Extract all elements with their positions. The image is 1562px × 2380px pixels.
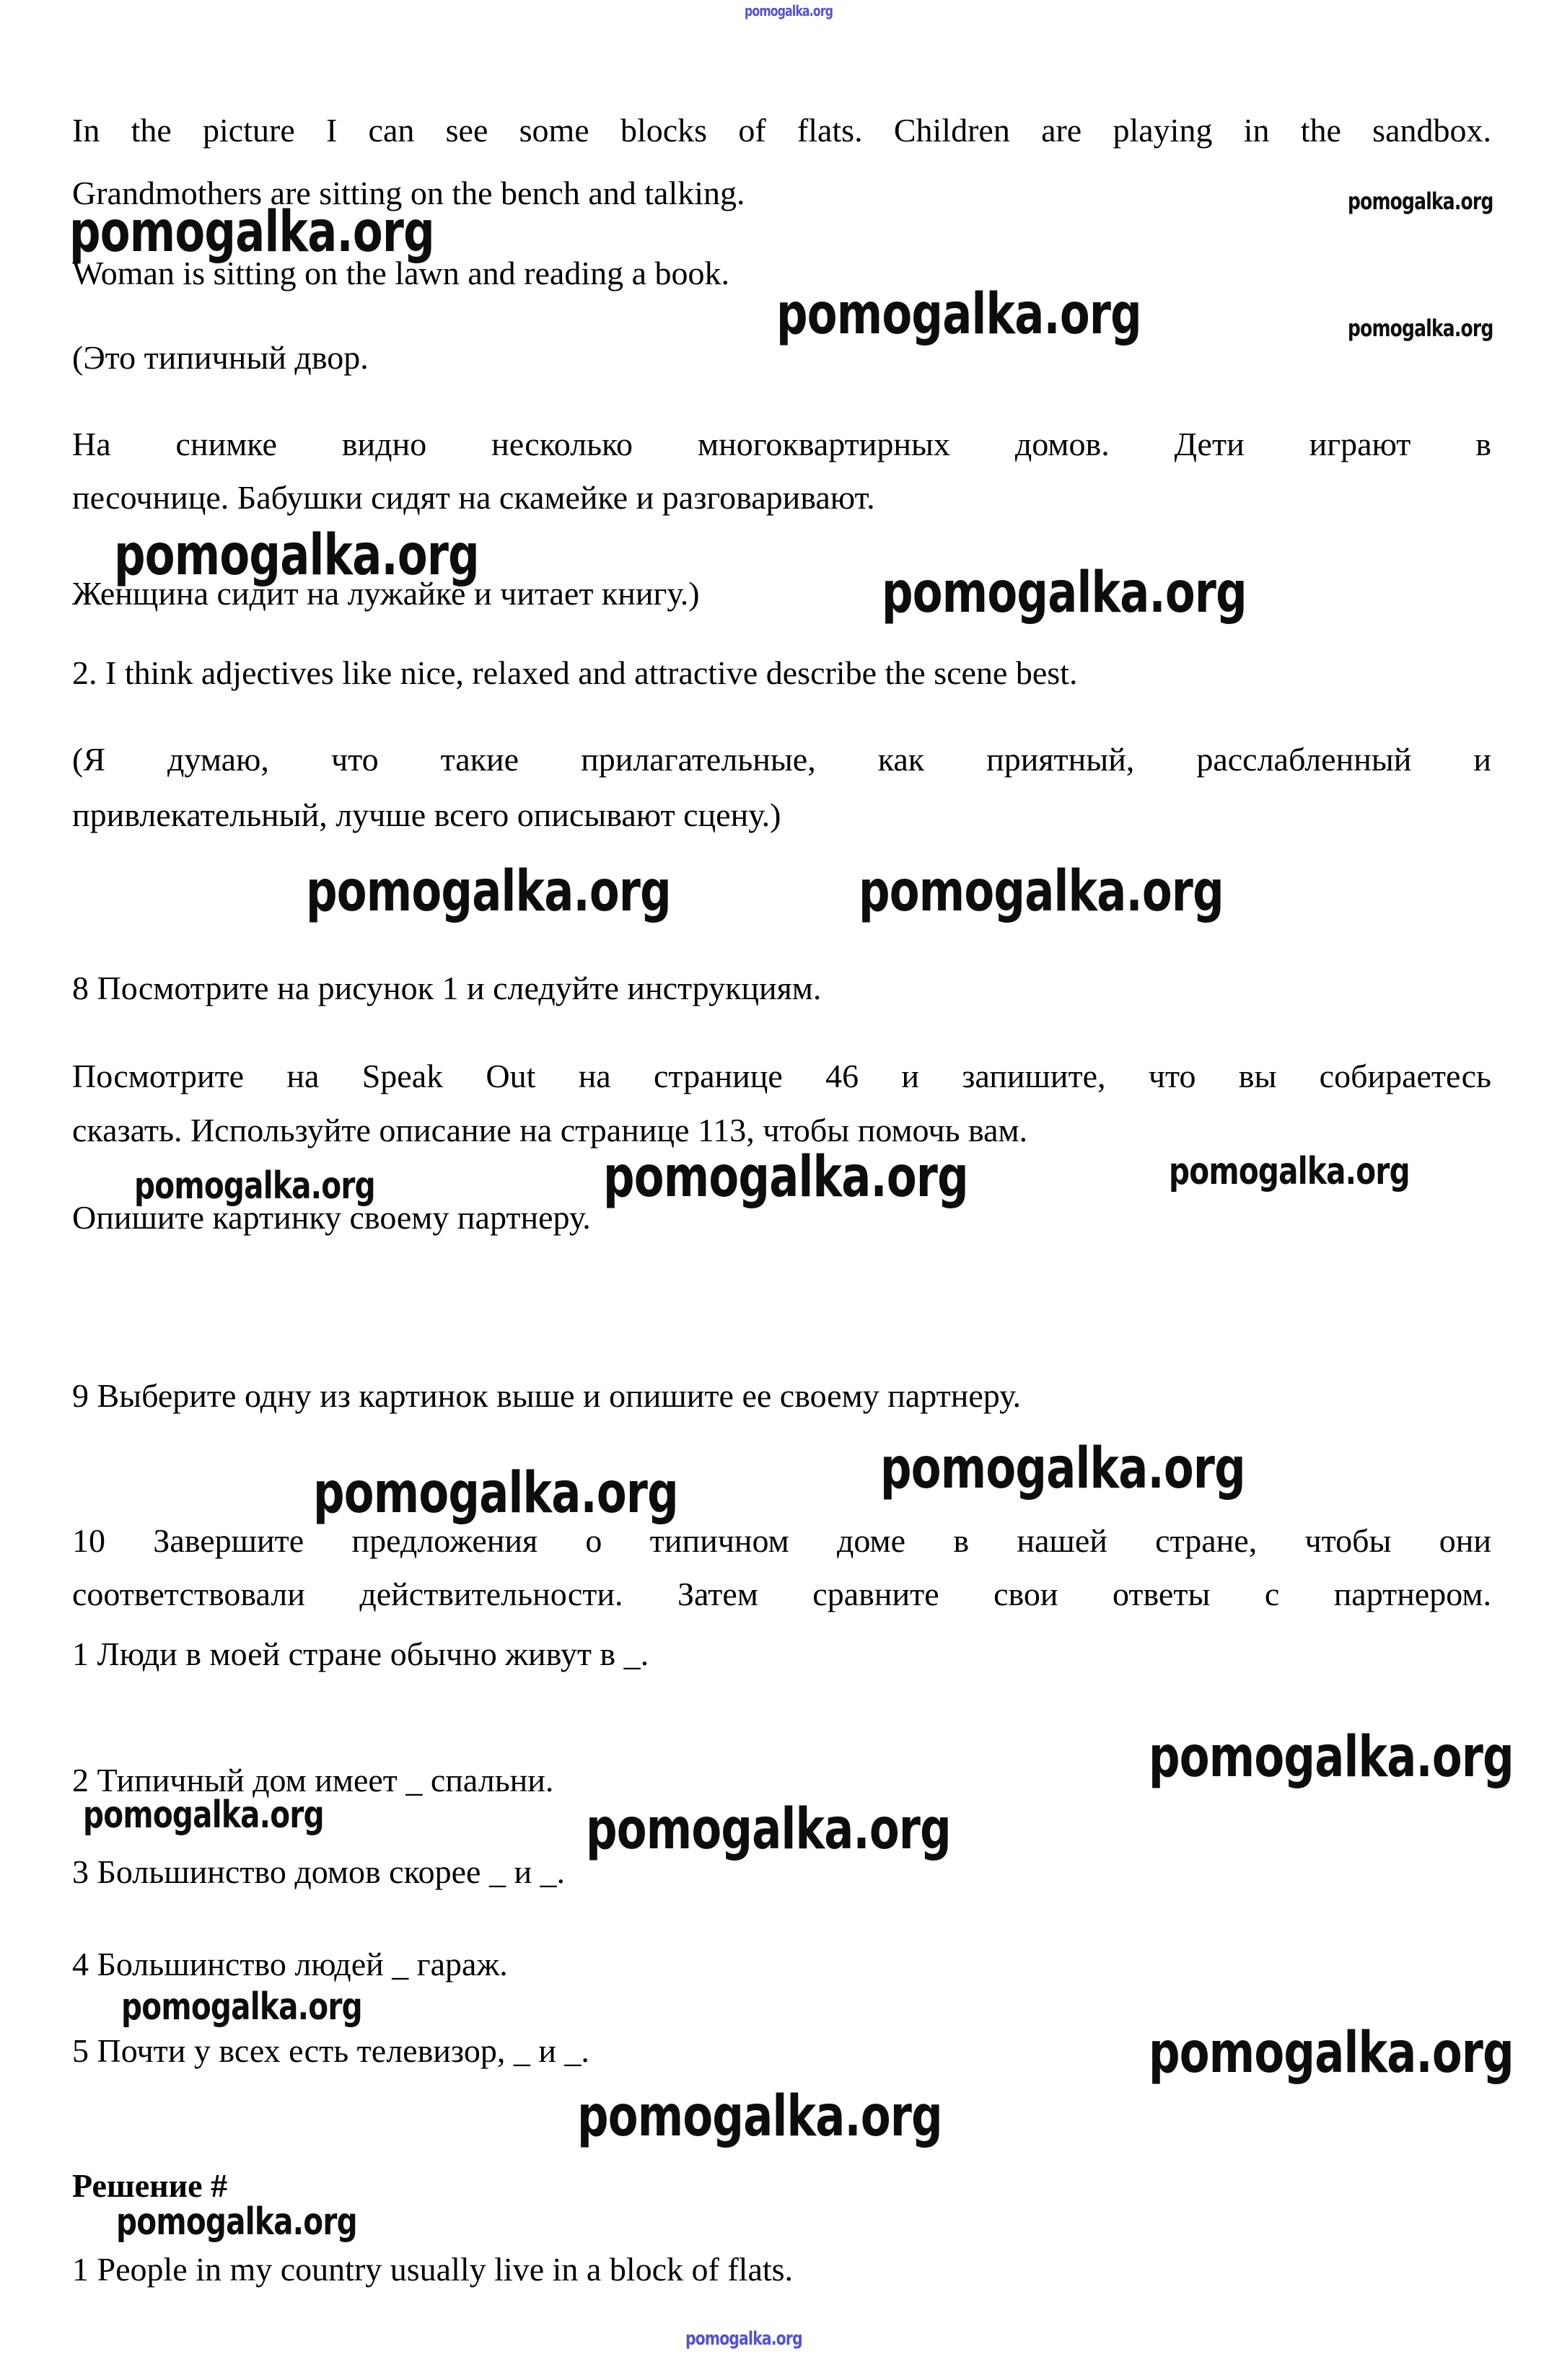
paragraph-english-line: Grandmothers are sitting on the bench and talking. (72, 175, 745, 211)
watermark-pomogalka: pomogalka.org (1348, 188, 1493, 215)
task-10-item-5: 5 Почти у всех есть телевизор, _ и _. (72, 2032, 589, 2069)
task-10-item-3: 3 Большинство домов скорее _ и _. (72, 1853, 566, 1890)
watermark-pomogalka: pomogalka.org (114, 523, 479, 588)
watermark-pomogalka: pomogalka.org (603, 1145, 968, 1210)
watermark-pomogalka: pomogalka.org (69, 200, 434, 265)
watermark-pomogalka: pomogalka.org (745, 2, 833, 19)
task-10-item-1: 1 Люди в моей стране обычно живут в _. (72, 1635, 649, 1672)
task-8-heading: 8 Посмотрите на рисунок 1 и следуйте инструкциям. (72, 970, 822, 1006)
watermark-pomogalka: pomogalka.org (776, 282, 1141, 347)
paragraph-russian-line: (Я думаю, что такие прилагательные, как приятный, расслабленный и (72, 741, 1491, 778)
watermark-pomogalka: pomogalka.org (880, 1436, 1245, 1501)
paragraph-english-line: 2. I think adjectives like nice, relaxed and attractive describe the scene best. (72, 654, 1078, 691)
watermark-pomogalka: pomogalka.org (1149, 1725, 1514, 1790)
task-10-heading-line: 10 Завершите предложения о типичном доме в нашей стране, чтобы они (72, 1522, 1491, 1559)
task-8-instruction-line: Опишите картинку своему партнеру. (72, 1199, 591, 1236)
solution-answer-1: 1 People in my country usually live in a block of flats. (72, 2251, 794, 2288)
task-10-heading-line: соответствовали действительности. Затем сравните свои ответы с партнером. (72, 1576, 1491, 1612)
watermark-pomogalka: pomogalka.org (134, 1164, 375, 1208)
watermark-pomogalka: pomogalka.org (882, 561, 1247, 625)
task-10-item-2: 2 Типичный дом имеет _ спальни. (72, 1762, 554, 1799)
watermark-pomogalka: pomogalka.org (83, 1793, 324, 1837)
paragraph-english-line: Woman is sitting on the lawn and reading a book. (72, 255, 730, 291)
watermark-pomogalka: pomogalka.org (586, 1797, 951, 1862)
watermark-pomogalka: pomogalka.org (685, 2328, 802, 2350)
paragraph-russian-line: песочнице. Бабушки сидят на скамейке и разговаривают. (72, 479, 875, 516)
paragraph-russian-line: На снимке видно несколько многоквартирных домов. Дети играют в (72, 426, 1491, 462)
task-9-heading: 9 Выберите одну из картинок выше и опишите ее своему партнеру. (72, 1377, 1022, 1414)
watermark-pomogalka: pomogalka.org (1348, 315, 1493, 342)
watermark-pomogalka: pomogalka.org (859, 859, 1224, 924)
task-8-instruction-line: сказать. Используйте описание на странице 113, чтобы помочь вам. (72, 1112, 1028, 1149)
paragraph-russian-line: (Это типичный двор. (72, 339, 369, 376)
watermark-pomogalka: pomogalka.org (1149, 2021, 1514, 2086)
task-8-instruction-line: Посмотрите на Speak Out на странице 46 и запишите, что вы собираетесь (72, 1058, 1491, 1094)
watermark-pomogalka: pomogalka.org (313, 1461, 678, 1526)
watermark-pomogalka: pomogalka.org (306, 859, 671, 924)
watermark-pomogalka: pomogalka.org (116, 2200, 357, 2244)
task-10-item-4: 4 Большинство людей _ гараж. (72, 1946, 508, 1982)
solution-heading: Решение # (72, 2167, 228, 2204)
watermark-pomogalka: pomogalka.org (577, 2084, 942, 2149)
paragraph-russian-line: привлекательный, лучше всего описывают сцену.) (72, 796, 781, 833)
watermark-pomogalka: pomogalka.org (121, 1985, 362, 2029)
paragraph-russian-line: Женщина сидит на лужайке и читает книгу.) (72, 575, 700, 612)
watermark-pomogalka: pomogalka.org (1169, 1150, 1410, 1193)
paragraph-english-line: In the picture I can see some blocks of flats. Children are playing in the sandbox. (72, 112, 1491, 149)
